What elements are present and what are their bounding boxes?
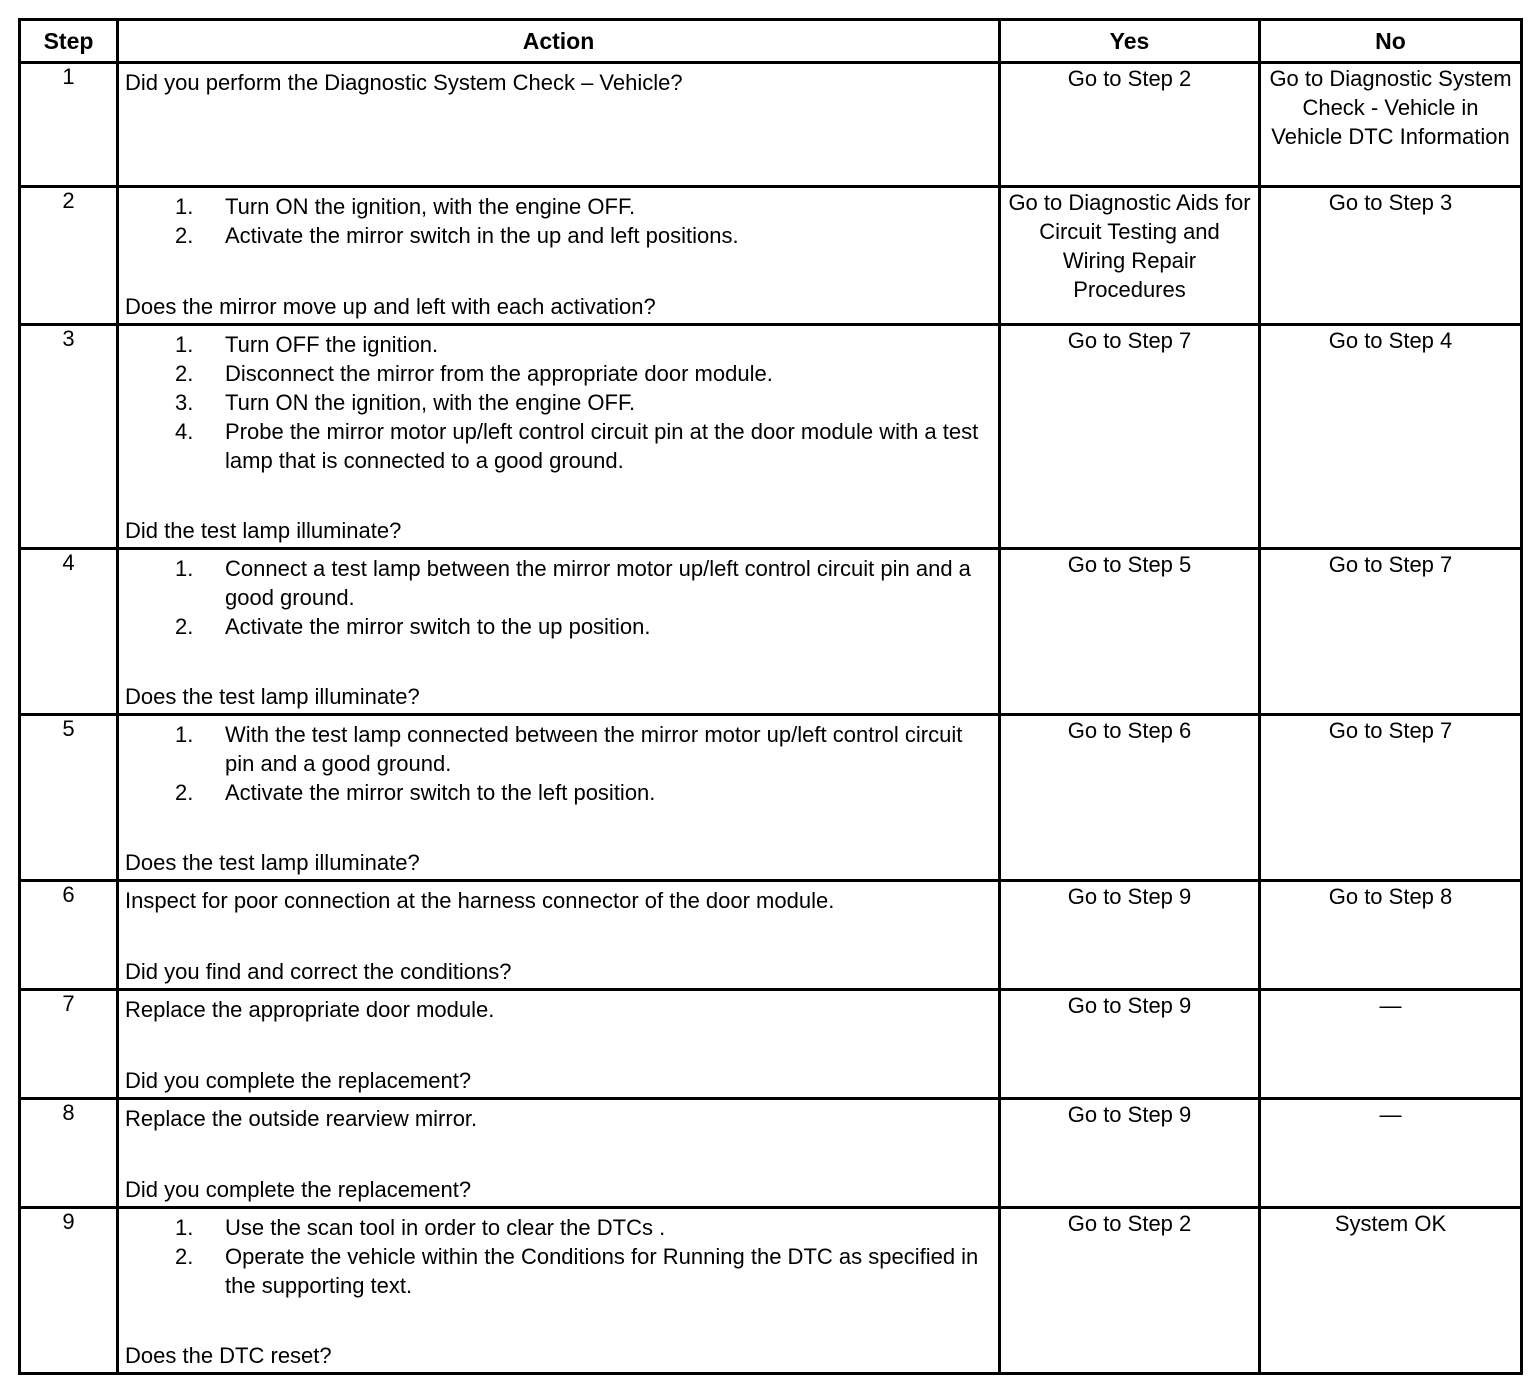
yes-cell (1000, 325, 1260, 549)
yes-cell (1000, 990, 1260, 1099)
list-item-text: Operate the vehicle within the Conditions for Running the DTC as specified in the supporting text. (225, 1244, 979, 1298)
action-list (125, 192, 992, 250)
action-content (119, 64, 998, 185)
list-item-text: Turn OFF the ignition. (225, 332, 439, 357)
yes-outcome: Go to Step 6 (1067, 718, 1192, 743)
list-item-text: Use the scan tool in order to clear the DTCs . (225, 1215, 666, 1240)
action-question: Does the DTC reset? (125, 1343, 332, 1368)
list-item-number: 2. (175, 1244, 194, 1269)
header-row (20, 20, 1522, 63)
action-content (119, 188, 998, 323)
list-item (125, 388, 992, 417)
action-content (119, 326, 998, 547)
action-question: Did you find and correct the conditions? (125, 959, 512, 984)
list-item-text: Probe the mirror motor up/left control circuit pin at the door module with a test lamp that is connected to a good ground. (225, 419, 979, 473)
table-row (20, 715, 1522, 881)
list-item (125, 359, 992, 388)
list-item-text: Turn ON the ignition, with the engine OFF. (225, 390, 636, 415)
yes-cell (1000, 1099, 1260, 1208)
yes-cell (1000, 881, 1260, 990)
table-row (20, 1208, 1522, 1374)
list-item-text: Connect a test lamp between the mirror motor up/left control circuit pin and a good ground. (225, 556, 971, 610)
step-number: 6 (20, 881, 118, 990)
list-item (125, 720, 992, 778)
table-row (20, 63, 1522, 187)
table-row (20, 549, 1522, 715)
action-content (119, 1209, 998, 1372)
no-outcome: — (1379, 993, 1402, 1018)
yes-outcome: Go to Step 9 (1067, 1102, 1192, 1127)
action-body (125, 1104, 992, 1133)
list-item-text: Activate the mirror switch to the up position. (225, 614, 651, 639)
yes-outcome: Go to Step 5 (1067, 552, 1192, 577)
action-content (119, 882, 998, 988)
yes-outcome: Go to Step 9 (1067, 884, 1192, 909)
list-item (125, 192, 992, 221)
action-content (119, 550, 998, 713)
action-body (125, 330, 992, 475)
action-content (119, 991, 998, 1097)
action-question: Does the test lamp illuminate? (125, 684, 420, 709)
no-cell (1260, 1208, 1522, 1374)
yes-cell (1000, 1208, 1260, 1374)
list-item (125, 554, 992, 612)
list-item (125, 221, 992, 250)
no-cell (1260, 881, 1522, 990)
no-outcome: Go to Step 8 (1328, 884, 1453, 909)
yes-cell (1000, 63, 1260, 187)
table-row (20, 881, 1522, 990)
no-outcome: Go to Step 7 (1328, 552, 1453, 577)
list-item (125, 1213, 992, 1242)
action-list (125, 554, 992, 641)
yes-outcome: Go to Diagnostic Aids for Circuit Testing and Wiring Repair Procedures (1008, 190, 1251, 302)
table-row (20, 187, 1522, 325)
list-item-text: Activate the mirror switch to the left position. (225, 780, 656, 805)
list-item-number: 1. (175, 332, 194, 357)
no-cell (1260, 63, 1522, 187)
no-outcome: — (1379, 1102, 1402, 1127)
no-cell (1260, 549, 1522, 715)
no-cell (1260, 990, 1522, 1099)
step-number: 9 (20, 1208, 118, 1374)
action-list (125, 1213, 992, 1300)
list-item-text: Turn ON the ignition, with the engine OFF. (225, 194, 636, 219)
step-number: 7 (20, 990, 118, 1099)
action-list (125, 720, 992, 807)
list-item-number: 4. (175, 419, 194, 444)
list-item-number: 1. (175, 556, 194, 581)
action-body (125, 995, 992, 1024)
step-number: 4 (20, 549, 118, 715)
action-cell (118, 187, 1000, 325)
action-text: Did you perform the Diagnostic System Check – Vehicle? (125, 70, 683, 95)
no-outcome: Go to Step 4 (1328, 328, 1453, 353)
action-cell (118, 1099, 1000, 1208)
action-cell (118, 549, 1000, 715)
diagnostic-table (18, 18, 1523, 1375)
table-row (20, 325, 1522, 549)
no-cell (1260, 715, 1522, 881)
header-action: Action (118, 20, 1000, 63)
action-content (119, 1100, 998, 1206)
header-yes: Yes (1000, 20, 1260, 63)
step-number: 3 (20, 325, 118, 549)
list-item-number: 2. (175, 223, 194, 248)
no-cell (1260, 187, 1522, 325)
yes-cell (1000, 549, 1260, 715)
action-body (125, 554, 992, 641)
yes-outcome: Go to Step 9 (1067, 993, 1192, 1018)
step-number: 1 (20, 63, 118, 187)
action-body (125, 1213, 992, 1300)
list-item-number: 1. (175, 1215, 194, 1240)
header-no: No (1260, 20, 1522, 63)
action-list (125, 330, 992, 475)
list-item-text: Disconnect the mirror from the appropriate door module. (225, 361, 773, 386)
action-text: Replace the appropriate door module. (125, 997, 495, 1022)
action-text: Replace the outside rearview mirror. (125, 1106, 478, 1131)
action-body (125, 720, 992, 807)
action-text: Inspect for poor connection at the harness connector of the door module. (125, 888, 835, 913)
list-item-number: 2. (175, 361, 194, 386)
action-question: Does the mirror move up and left with each activation? (125, 294, 656, 319)
action-question: Did you complete the replacement? (125, 1177, 472, 1202)
action-cell (118, 881, 1000, 990)
list-item-number: 3. (175, 390, 194, 415)
action-question: Did you complete the replacement? (125, 1068, 472, 1093)
list-item-number: 2. (175, 614, 194, 639)
action-body (125, 68, 992, 97)
no-outcome: Go to Step 3 (1328, 190, 1453, 215)
yes-cell (1000, 187, 1260, 325)
no-cell (1260, 1099, 1522, 1208)
action-question: Did the test lamp illuminate? (125, 518, 402, 543)
no-outcome: System OK (1334, 1211, 1447, 1236)
action-cell (118, 63, 1000, 187)
no-outcome: Go to Diagnostic System Check - Vehicle in Vehicle DTC Information (1269, 66, 1512, 149)
step-number: 5 (20, 715, 118, 881)
list-item-text: With the test lamp connected between the mirror motor up/left control circuit pin and a good ground. (225, 722, 963, 776)
yes-outcome: Go to Step 7 (1067, 328, 1192, 353)
yes-outcome: Go to Step 2 (1067, 1211, 1192, 1236)
action-cell (118, 715, 1000, 881)
action-cell (118, 325, 1000, 549)
yes-outcome: Go to Step 2 (1067, 66, 1192, 91)
no-outcome: Go to Step 7 (1328, 718, 1453, 743)
table-row (20, 1099, 1522, 1208)
action-content (119, 716, 998, 879)
list-item (125, 330, 992, 359)
list-item-number: 1. (175, 722, 194, 747)
action-cell (118, 1208, 1000, 1374)
header-step: Step (20, 20, 118, 63)
table-row (20, 990, 1522, 1099)
action-cell (118, 990, 1000, 1099)
step-number: 2 (20, 187, 118, 325)
list-item (125, 778, 992, 807)
action-body (125, 886, 992, 915)
action-body (125, 192, 992, 250)
list-item-text: Activate the mirror switch in the up and left positions. (225, 223, 739, 248)
list-item-number: 1. (175, 194, 194, 219)
yes-cell (1000, 715, 1260, 881)
no-cell (1260, 325, 1522, 549)
list-item (125, 612, 992, 641)
action-question: Does the test lamp illuminate? (125, 850, 420, 875)
list-item (125, 417, 992, 475)
list-item (125, 1242, 992, 1300)
list-item-number: 2. (175, 780, 194, 805)
step-number: 8 (20, 1099, 118, 1208)
